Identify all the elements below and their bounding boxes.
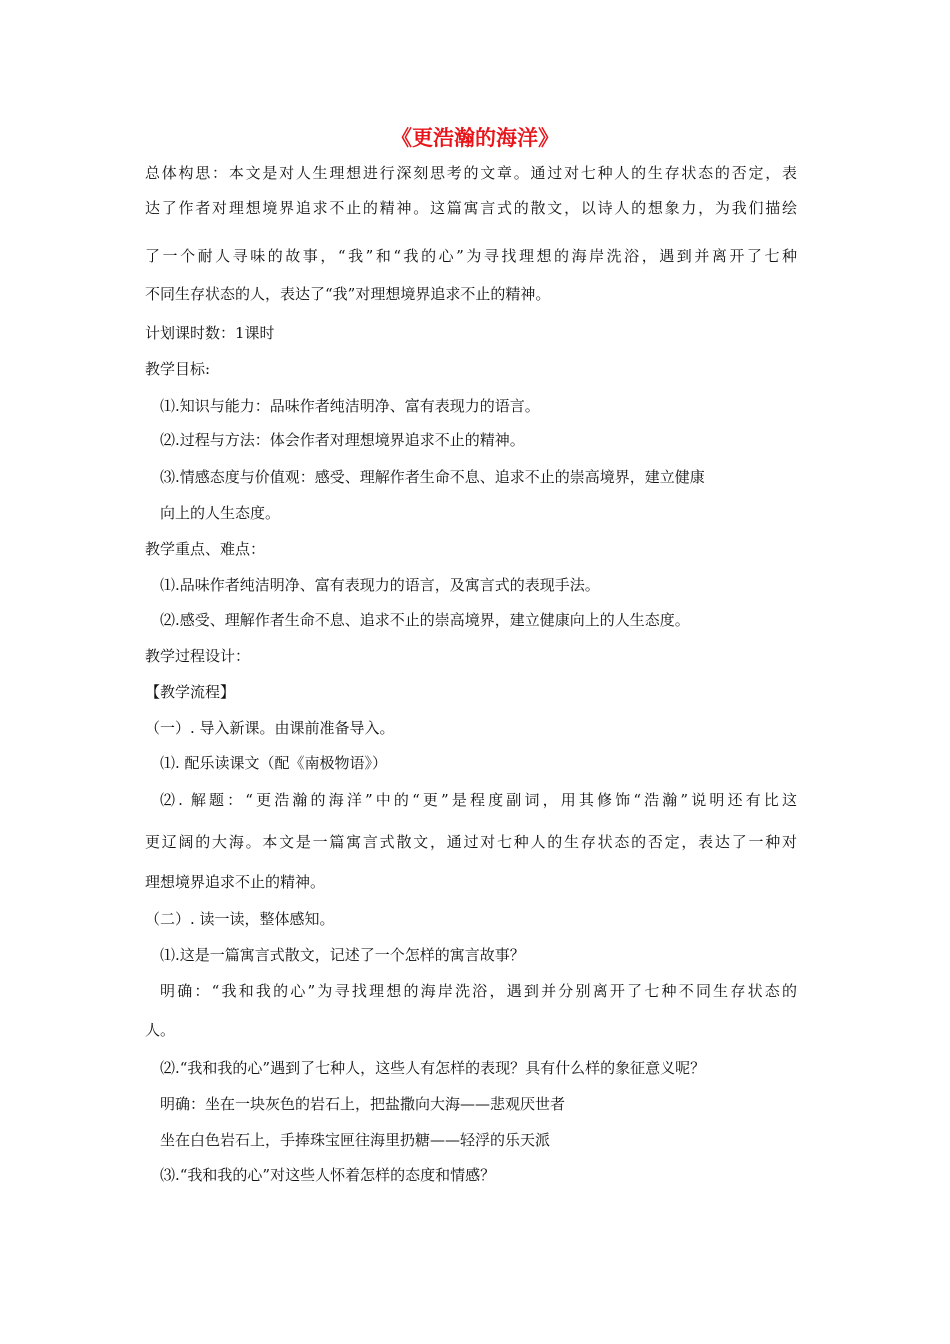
document-title: 《更浩瀚的海洋》 [391, 126, 559, 150]
section-1-item-2-line-1: ⑵. 解题：“更浩瀚的海洋”中的“更”是程度副词，用其修饰“浩瀚”说明还有比这 [160, 791, 797, 809]
lesson-hours: 计划课时数：1课时 [145, 324, 275, 342]
overview-line-3: 了一个耐人寻味的故事，“我”和“我的心”为寻找理想的海岸洗浴，遇到并离开了七种 [145, 247, 797, 265]
section-2-answer-2-line-1: 明确：坐在一块灰色的岩石上，把盐撒向大海——悲观厌世者 [160, 1095, 566, 1113]
flow-heading: 【教学流程】 [145, 683, 236, 701]
section-1-item-2-line-2: 更辽阔的大海。本文是一篇寓言式散文，通过对七种人的生存状态的否定，表达了一种对 [145, 833, 797, 851]
section-2-question-1: ⑴.这是一篇寓言式散文，记述了一个怎样的寓言故事？ [160, 946, 525, 964]
section-1-item-1: ⑴. 配乐读课文（配《南极物语》） [160, 754, 388, 772]
key-points-heading: 教学重点、难点： [145, 540, 266, 558]
section-2-answer-2-line-2: 坐在白色岩石上，手捧珠宝匣往海里扔糖——轻浮的乐天派 [160, 1131, 551, 1149]
overview-line-4: 不同生存状态的人，表达了“我”对理想境界追求不止的精神。 [145, 285, 551, 303]
key-point-1: ⑴.品味作者纯洁明净、富有表现力的语言，及寓言式的表现手法。 [160, 576, 600, 594]
overview-line-1: 总体构思：本文是对人生理想进行深刻思考的文章。通过对七种人的生存状态的否定，表 [145, 164, 797, 182]
section-2-answer-1-line-2: 人。 [145, 1021, 176, 1039]
section-1-item-2-line-3: 理想境界追求不止的精神。 [145, 873, 326, 891]
section-2-question-3: ⑶.“我和我的心”对这些人怀着怎样的态度和情感？ [160, 1166, 496, 1184]
goal-3-continued: 向上的人生态度。 [160, 504, 281, 522]
goal-3: ⑶.情感态度与价值观：感受、理解作者生命不息、追求不止的崇高境界，建立健康 [160, 468, 705, 486]
section-2-answer-1-line-1: 明确：“我和我的心”为寻找理想的海岸洗浴，遇到并分别离开了七种不同生存状态的 [160, 982, 797, 1000]
goal-1: ⑴.知识与能力：品味作者纯洁明净、富有表现力的语言。 [160, 397, 540, 415]
key-point-2: ⑵.感受、理解作者生命不息、追求不止的崇高境界，建立健康向上的人生态度。 [160, 611, 690, 629]
section-1-heading: （一）. 导入新课。由课前准备导入。 [145, 719, 395, 737]
section-2-heading: （二）. 读一读，整体感知。 [145, 910, 335, 928]
goals-heading: 教学目标: [145, 360, 211, 378]
goal-2: ⑵.过程与方法：体会作者对理想境界追求不止的精神。 [160, 431, 525, 449]
overview-line-2: 达了作者对理想境界追求不止的精神。这篇寓言式的散文，以诗人的想象力，为我们描绘 [145, 199, 797, 217]
section-2-question-2: ⑵.“我和我的心”遇到了七种人，这些人有怎样的表现？具有什么样的象征意义呢？ [160, 1059, 706, 1077]
process-heading: 教学过程设计： [145, 647, 251, 665]
